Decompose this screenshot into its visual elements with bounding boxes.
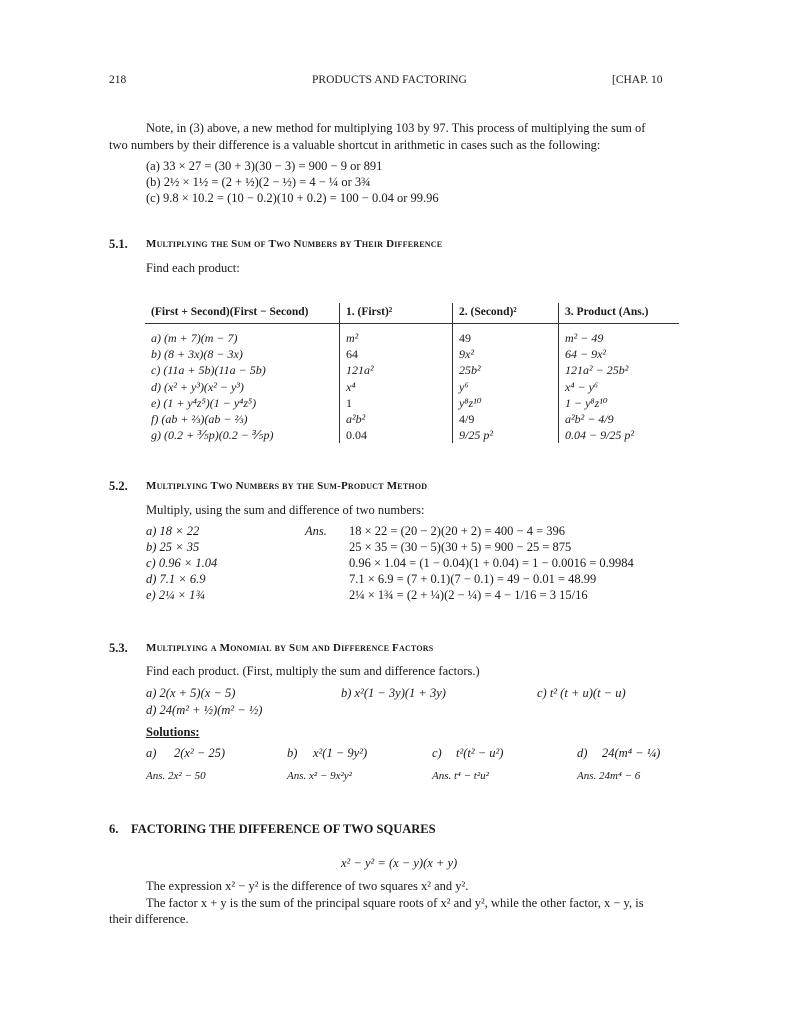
table-cell: f) (ab + ⅔)(ab − ⅔)	[151, 412, 248, 427]
solution-ans-b: Ans. x² − 9x²y²	[287, 770, 352, 782]
running-title: PRODUCTS AND FACTORING	[312, 74, 467, 86]
page-number: 218	[109, 74, 127, 86]
solution-ans-a: Ans. 2x² − 50	[146, 770, 206, 782]
table-cell: b) (8 + 3x)(8 − 3x)	[151, 347, 243, 362]
table-cell: 64	[340, 346, 453, 362]
table-cell: 25b²	[453, 362, 559, 378]
intro-example-b: (b) 2½ × 1½ = (2 + ½)(2 − ½) = 4 − ¼ or 3¾	[146, 175, 371, 189]
answer-5-2-d: 7.1 × 6.9 = (7 + 0.1)(7 − 0.1) = 49 − 0.01 = 48.99	[349, 572, 597, 586]
problem-5-3-b: b) x²(1 − 3y)(1 + 3y)	[341, 686, 446, 700]
table-cell: 1 − y⁸z¹⁰	[559, 395, 680, 411]
table-cell: d) (x² + y³)(x² − y³)	[151, 379, 244, 394]
intro-line-2: two numbers by their difference is a valuable shortcut in arithmetic in cases such as the following:	[109, 138, 601, 152]
table-row	[145, 395, 679, 411]
section-5-3-number: 5.3.	[109, 641, 128, 655]
table-cell: y⁸z¹⁰	[453, 395, 559, 411]
table-row	[145, 411, 679, 427]
intro-example-a: (a) 33 × 27 = (30 + 3)(30 − 3) = 900 − 9 or 891	[146, 159, 383, 173]
chapter-label: [CHAP. 10	[612, 74, 663, 86]
table-row	[145, 324, 679, 347]
solution-work-c: t²(t² − u²)	[456, 746, 504, 760]
table-cell: 0.04	[340, 427, 453, 443]
section-5-2-instruction: Multiply, using the sum and difference of two numbers:	[146, 503, 425, 517]
solution-work-a: 2(x² − 25)	[174, 746, 226, 760]
section-6-paragraph-2b: their difference.	[109, 912, 189, 926]
table-cell: a²b² − 4/9	[559, 411, 680, 427]
solution-letter-a: a)	[146, 746, 157, 760]
section-6-number: 6.	[109, 822, 119, 836]
intro-line-1: Note, in (3) above, a new method for multiplying 103 by 97. This process of multiplying the sum of	[146, 121, 646, 135]
answer-5-2-e: 2¼ × 1¾ = (2 + ¼)(2 − ¼) = 4 − 1/16 = 3 15/16	[349, 588, 588, 602]
problem-5-3-d: d) 24(m² + ½)(m² − ½)	[146, 703, 263, 717]
solution-work-b: x²(1 − 9y²)	[313, 746, 368, 760]
section-6-paragraph-1: The expression x² − y² is the difference of two squares x² and y².	[146, 879, 469, 893]
section-5-2-title: Multiplying Two Numbers by the Sum-Product Method	[146, 480, 428, 492]
table-cell: 121a²	[340, 362, 453, 378]
col-header-expression: (First + Second)(First − Second)	[145, 303, 340, 324]
table-row	[145, 362, 679, 378]
solution-letter-b: b)	[287, 746, 298, 760]
ans-label: Ans.	[305, 524, 327, 538]
solution-work-d: 24(m⁴ − ¼)	[602, 746, 661, 760]
table-cell: a) (m + 7)(m − 7)	[151, 331, 238, 345]
section-5-1-instruction: Find each product:	[146, 261, 240, 275]
col-header-second-squared: 2. (Second)²	[453, 303, 559, 324]
section-5-1-number: 5.1.	[109, 237, 128, 251]
problem-5-2-e: e) 2¼ × 1¾	[146, 588, 205, 602]
problem-5-2-c: c) 0.96 × 1.04	[146, 556, 218, 570]
table-cell: 9x²	[453, 346, 559, 362]
table-cell: a²b²	[340, 411, 453, 427]
table-cell: g) (0.2 + ⅗p)(0.2 − ⅗p)	[151, 428, 274, 443]
table-cell: 0.04 − 9/25 p²	[559, 427, 680, 443]
section-5-3-instruction: Find each product. (First, multiply the sum and difference factors.)	[146, 664, 480, 678]
table-cell: y⁶	[453, 379, 559, 395]
table-cell: x⁴ − y⁶	[559, 379, 680, 395]
table-cell: e) (1 + y⁴z⁵)(1 − y⁴z⁵)	[151, 395, 257, 410]
product-table	[145, 303, 679, 443]
table-cell: m² − 49	[559, 324, 680, 347]
solutions-label: Solutions:	[146, 725, 200, 739]
solution-ans-d: Ans. 24m⁴ − 6	[577, 770, 641, 782]
answer-5-2-b: 25 × 35 = (30 − 5)(30 + 5) = 900 − 25 = 875	[349, 540, 572, 554]
col-header-first-squared: 1. (First)²	[340, 303, 453, 324]
table-cell: 4/9	[453, 411, 559, 427]
section-6-paragraph-2a: The factor x + y is the sum of the principal square roots of x² and y², while the other factor, x − y, is	[146, 896, 644, 910]
solution-letter-c: c)	[432, 746, 442, 760]
difference-of-squares-formula: x² − y² = (x − y)(x + y)	[341, 856, 458, 870]
answer-5-2-c: 0.96 × 1.04 = (1 − 0.04)(1 + 0.04) = 1 − 0.0016 = 0.9984	[349, 556, 634, 570]
section-5-1-title: Multiplying the Sum of Two Numbers by Their Difference	[146, 238, 443, 250]
section-5-2-number: 5.2.	[109, 479, 128, 493]
section-5-3-title: Multiplying a Monomial by Sum and Difference Factors	[146, 642, 434, 654]
table-row	[145, 427, 679, 443]
table-cell: 64 − 9x²	[559, 346, 680, 362]
intro-example-c: (c) 9.8 × 10.2 = (10 − 0.2)(10 + 0.2) = 100 − 0.04 or 99.96	[146, 191, 439, 205]
table-cell: 9/25 p²	[453, 427, 559, 443]
table-cell: x⁴	[340, 379, 453, 395]
solution-letter-d: d)	[577, 746, 588, 760]
problem-5-2-a: a) 18 × 22	[146, 524, 200, 538]
problem-5-3-a: a) 2(x + 5)(x − 5)	[146, 686, 236, 700]
table-cell: 121a² − 25b²	[559, 362, 680, 378]
solution-ans-c: Ans. t⁴ − t²u²	[432, 770, 489, 782]
answer-5-2-a: 18 × 22 = (20 − 2)(20 + 2) = 400 − 4 = 396	[349, 524, 565, 538]
section-6-title: FACTORING THE DIFFERENCE OF TWO SQUARES	[131, 822, 436, 836]
table-cell: c) (11a + 5b)(11a − 5b)	[151, 363, 266, 378]
table-row	[145, 379, 679, 395]
table-row	[145, 346, 679, 362]
table-cell: 1	[340, 395, 453, 411]
problem-5-3-c: c) t² (t + u)(t − u)	[537, 686, 626, 700]
table-cell: m²	[340, 324, 453, 347]
problem-5-2-d: d) 7.1 × 6.9	[146, 572, 206, 586]
table-cell: 49	[453, 324, 559, 347]
col-header-product: 3. Product (Ans.)	[559, 303, 680, 324]
problem-5-2-b: b) 25 × 35	[146, 540, 200, 554]
